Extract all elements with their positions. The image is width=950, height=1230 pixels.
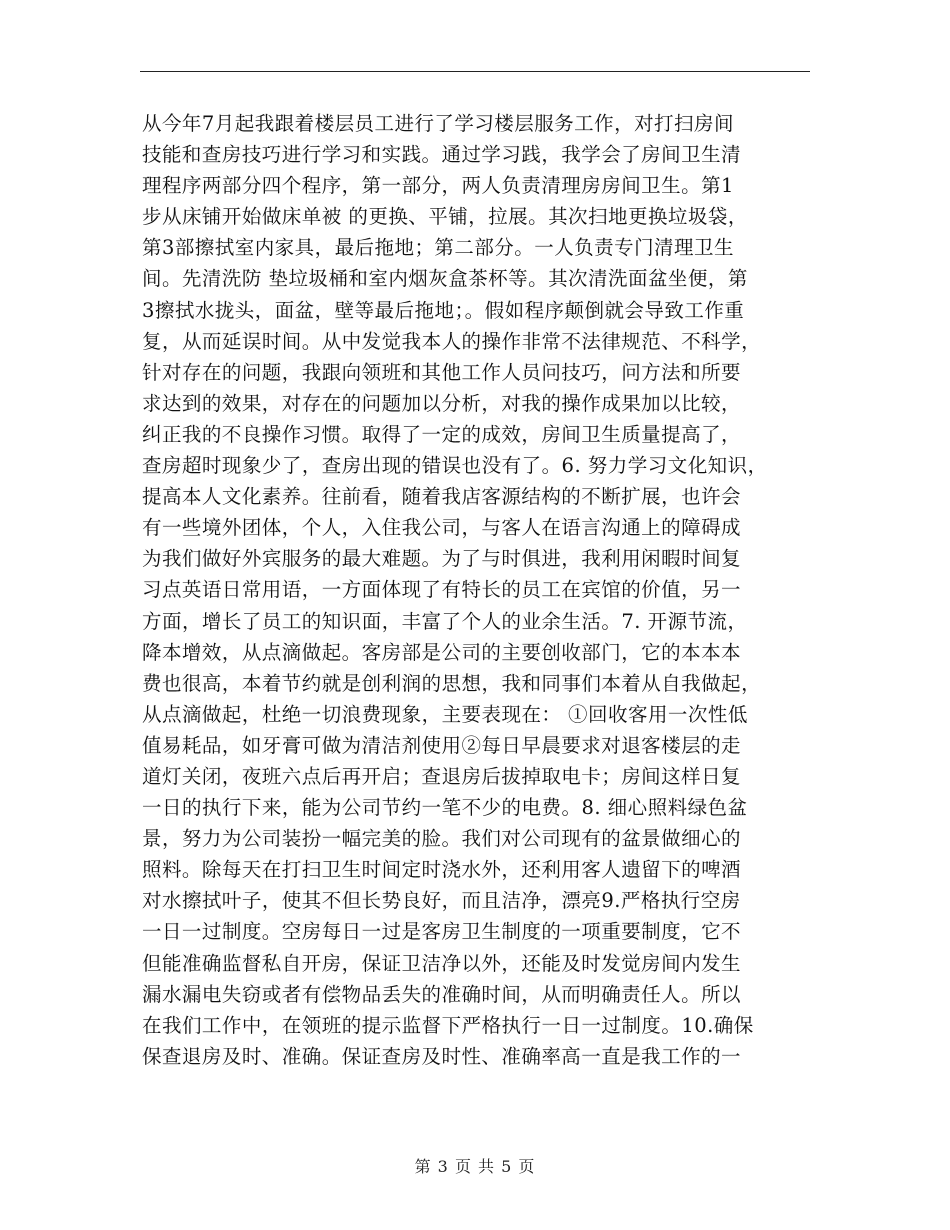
text-line: 照料。除每天在打扫卫生时间定时浇水外，还利用客人遗留下的啤酒 <box>142 858 742 882</box>
text-line: 保查退房及时、准确。保证查房及时性、准确率高一直是我工作的一 <box>142 1044 742 1068</box>
text-line: 在我们工作中，在领班的提示监督下严格执行一日一过制度。10.确保 <box>142 1013 754 1037</box>
header-rule <box>140 71 810 72</box>
text-line: 漏水漏电失窃或者有偿物品丢失的准确时间，从而明确责任人。所以 <box>142 982 742 1006</box>
text-line: 从点滴做起，杜绝一切浪费现象，主要表现在： ①回收客用一次性低 <box>142 702 748 726</box>
text-line: 理程序两部分四个程序，第一部分，两人负责清理房房间卫生。第1 <box>142 174 734 198</box>
text-line: 针对存在的问题，我跟向领班和其他工作人员问技巧，问方法和所要 <box>142 360 742 384</box>
text-line: 为我们做好外宾服务的最大难题。为了与时俱进，我利用闲暇时间复 <box>142 547 742 571</box>
text-line: 一日一过制度。空房每日一过是客房卫生制度的一项重要制度，它不 <box>142 920 742 944</box>
text-line: 求达到的效果，对存在的问题加以分析，对我的操作成果加以比较， <box>142 391 742 415</box>
text-line: 纠正我的不良操作习惯。取得了一定的成效，房间卫生质量提高了， <box>142 422 742 446</box>
text-line: 景，努力为公司装扮一幅完美的脸。我们对公司现有的盆景做细心的 <box>142 827 742 851</box>
text-line: 复，从而延误时间。从中发觉我本人的操作非常不法律规范、不科学， <box>142 329 762 353</box>
text-line: 一日的执行下来，能为公司节约一笔不少的电费。8. 细心照料绿色盆 <box>142 796 748 820</box>
text-line: 降本增效，从点滴做起。客房部是公司的主要创收部门，它的本本本 <box>142 640 742 664</box>
text-line: 技能和查房技巧进行学习和实践。通过学习践，我学会了房间卫生清 <box>142 143 742 167</box>
text-line: 步从床铺开始做床单被 的更换、平铺，拉展。其次扫地更换垃圾袋， <box>142 205 748 229</box>
text-line: 间。先清洗防 垫垃圾桶和室内烟灰盒茶杯等。其次清洗面盆坐便，第 <box>142 267 748 291</box>
text-line: 习点英语日常用语，一方面体现了有特长的员工在宾馆的价值，另一 <box>142 578 742 602</box>
text-line: 对水擦拭叶子，使其不但长势良好，而且洁净，漂亮9.严格执行空房 <box>142 889 741 913</box>
body-text <box>142 108 822 1072</box>
text-line: 从今年7月起我跟着楼层员工进行了学习楼层服务工作，对打扫房间 <box>142 112 734 135</box>
text-line: 方面，增长了员工的知识面，丰富了个人的业余生活。7. 开源节流， <box>142 609 748 633</box>
text-line: 第3部擦拭室内家具，最后拖地；第二部分。一人负责专门清理卫生 <box>142 236 734 260</box>
text-line: 3擦拭水拢头，面盆，壁等最后拖地；。假如程序颠倒就会导致工作重 <box>142 298 745 322</box>
text-line: 有一些境外团体，个人，入住我公司，与客人在语言沟通上的障碍成 <box>142 516 742 540</box>
text-line: 费也很高，本着节约就是创利润的思想，我和同事们本着从自我做起， <box>142 671 762 695</box>
page-footer: 第 3 页 共 5 页 <box>414 1157 536 1176</box>
text-line: 值易耗品，如牙膏可做为清洁剂使用②每日早晨要求对退客楼层的走 <box>142 733 742 757</box>
text-line: 提高本人文化素养。往前看，随着我店客源结构的不断扩展，也许会 <box>142 485 742 509</box>
text-line: 查房超时现象少了，查房出现的错误也没有了。6. 努力学习文化知识， <box>142 454 768 478</box>
text-line: 道灯关闭，夜班六点后再开启；查退房后拔掉取电卡；房间这样日复 <box>142 764 742 788</box>
text-line: 但能准确监督私自开房，保证卫洁净以外，还能及时发觉房间内发生 <box>142 951 742 975</box>
